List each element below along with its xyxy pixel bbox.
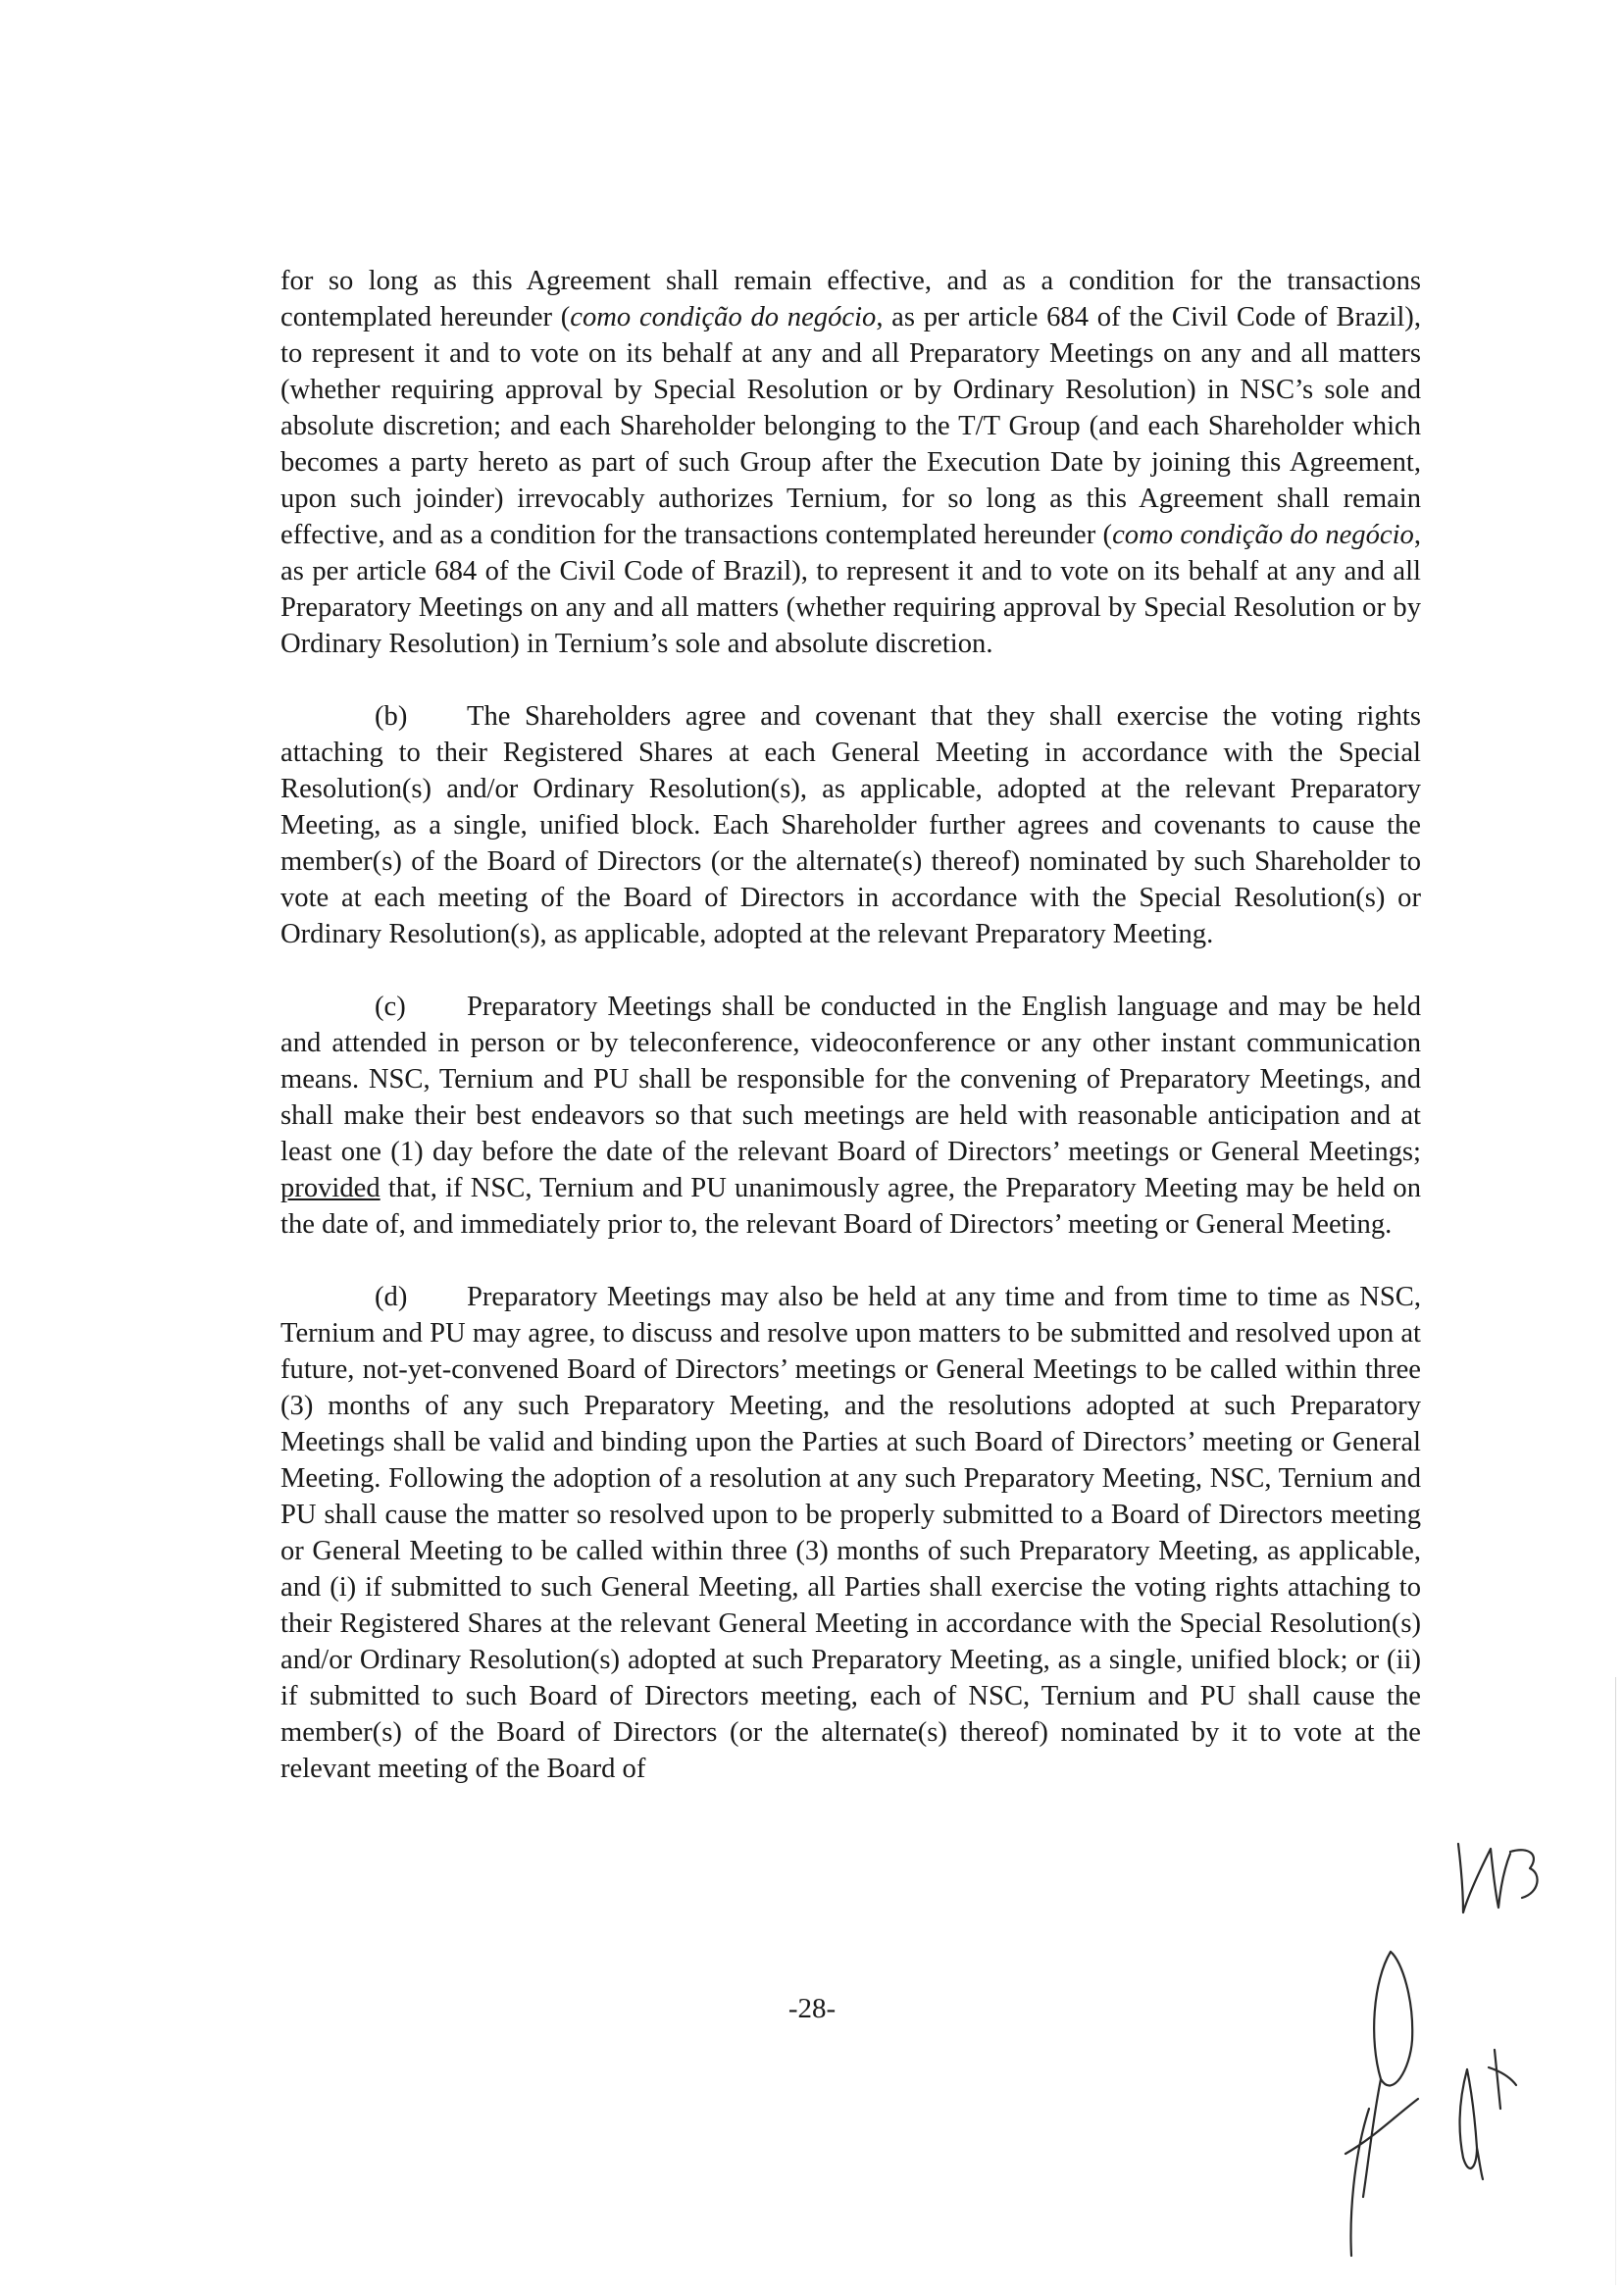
paragraph-d xyxy=(280,1279,1421,1787)
document-body xyxy=(280,263,1421,1823)
continuation-text-3: , as per article 684 of the Civil Code of Brazil), to represent it and to vote on its behalf at any and all Preparatory Meetings on any and all matters (whether requiring approval by Special Resolution or by Ordinary Resolution) in Ternium’s sole and absolute discretion. xyxy=(280,520,1421,659)
paragraph-b-label: (b) xyxy=(375,701,408,732)
scan-edge-line xyxy=(1615,1677,1616,2285)
continuation-text-1: for so long as this Agreement shall remain effective, and as a condition for the transactions contemplated hereunder ( xyxy=(280,266,1421,332)
continuation-text-2: , as per article 684 of the Civil Code of Brazil), to represent it and to vote on its behalf at any and all Preparatory Meetings on any and all matters (whether requiring approval by Special Resolution or by Ordinary Resolution) in NSC’s sole and absolute discretion; and each Shareholder belonging to the T/T Group (and each Shareholder which becomes a party hereto as part of such Group after the Execution Date by joining this Agreement, upon such joinder) irrevocably authorizes Ternium, for so long as this Agreement shall remain effective, and as a condition for the transactions contemplated hereunder ( xyxy=(280,302,1421,550)
continuation-italic-1: como condição do negócio xyxy=(570,302,877,332)
paragraph-d-text: Preparatory Meetings may also be held at any time and from time to time as NSC, Ternium and PU may agree, to discuss and resolve upon matters to be submitted and resolved upon at future, not-yet-convened Board of Directors’ meetings or General Meetings to be called within three (3) months of any such Preparatory Meeting, and the resolutions adopted at such Preparatory Meetings shall be valid and binding upon the Parties at such Board of Directors’ meeting or General Meeting. Following the adoption of a resolution at any such Preparatory Meeting, NSC, Ternium and PU shall cause the matter so resolved upon to be properly submitted to a Board of Directors meeting or General Meeting to be called within three (3) months of such Preparatory Meeting, as applicable, and (i) if submitted to such General Meeting, all Parties shall exercise the voting rights attaching to their Registered Shares at the relevant General Meeting in accordance with the Special Resolution(s) and/or Ordinary Resolution(s) adopted at such Preparatory Meeting, as a single, unified block; or (ii) if submitted to such Board of Directors meeting, each of NSC, Ternium and PU shall cause the member(s) of the Board of Directors (or the alternate(s) thereof) nominated by it to vote at the relevant meeting of the Board of xyxy=(280,1282,1421,1784)
paragraph-d-label: (d) xyxy=(375,1282,408,1312)
continuation-italic-2: como condição do negócio xyxy=(1112,520,1414,550)
paragraph-c xyxy=(280,989,1421,1243)
paragraph-b xyxy=(280,698,1421,952)
continuation-paragraph xyxy=(280,263,1421,662)
paragraph-c-text-2: that, if NSC, Ternium and PU unanimously agree, the Preparatory Meeting may be held on the date of, and immediately prior to, the relevant Board of Directors’ meeting or General Meeting. xyxy=(280,1173,1421,1240)
paragraph-b-text: The Shareholders agree and covenant that they shall exercise the voting rights attaching to their Registered Shares at each General Meeting in accordance with the Special Resolution(s) and/or Ordinary Resolution(s), as applicable, adopted at the relevant Preparatory Meeting, as a single, unified block. Each Shareholder further agrees and covenants to cause the member(s) of the Board of Directors (or the alternate(s) thereof) nominated by such Shareholder to vote at each meeting of the Board of Directors in accordance with the Special Resolution(s) or Ordinary Resolution(s), as applicable, adopted at the relevant Preparatory Meeting. xyxy=(280,701,1421,949)
paragraph-c-label: (c) xyxy=(375,992,406,1022)
paragraph-c-underlined: provided xyxy=(280,1173,381,1203)
paragraph-c-text-1: Preparatory Meetings shall be conducted in the English language and may be held and attended in person or by teleconference, videoconference or any other instant communication means. NSC, Ternium and PU shall be responsible for the convening of Preparatory Meetings, and shall make their best endeavors so that such meetings are held with reasonable anticipation and at least one (1) day before the date of the relevant Board of Directors’ meetings or General Meetings; xyxy=(280,992,1421,1167)
page-number: -28- xyxy=(787,1993,837,2024)
